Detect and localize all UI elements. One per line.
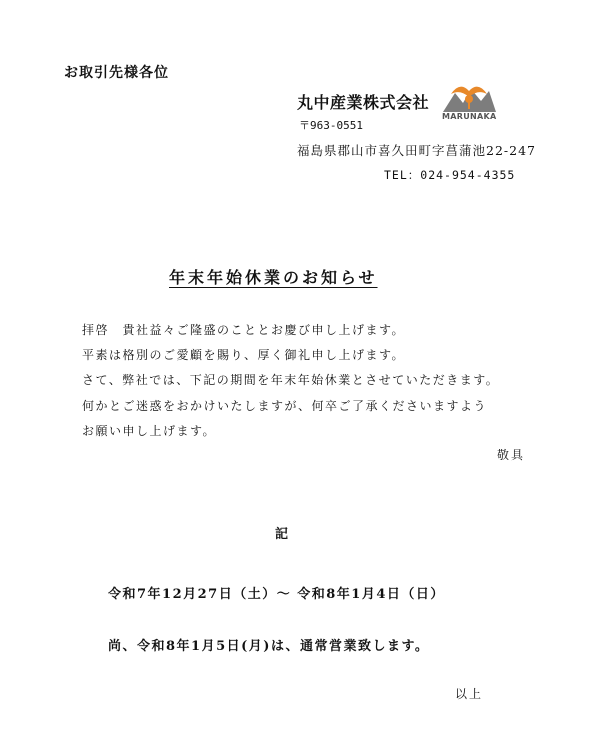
postal-code: 〒963-0551: [299, 119, 363, 132]
closing-keigu: 敬具: [497, 448, 526, 462]
body-line: 平素は格別のご愛顧を賜り、厚く御礼申し上げます。: [82, 348, 406, 362]
holiday-period: 令和7年12月27日（土）～ 令和8年1月4日（日）: [108, 587, 445, 602]
body-line: お願い申し上げます。: [82, 424, 217, 438]
phone-number: TEL：024-954-4355: [384, 168, 516, 182]
company-name: 丸中産業株式会社: [297, 93, 430, 112]
body-line: さて、弊社では、下記の期間を年末年始休業とさせていただきます。: [82, 373, 500, 387]
recipient-line: お取引先様各位: [64, 65, 169, 81]
address: 福島県郡山市喜久田町字菖蒲池22-247: [297, 143, 536, 158]
body-line: 何かとご迷惑をおかけいたしますが、何卒ご了承くださいますよう: [82, 399, 488, 413]
logo-mark-icon: [441, 79, 497, 113]
ki-heading: 記: [275, 527, 289, 542]
company-logo: [441, 79, 497, 123]
logo-text: MARUNAKA: [442, 112, 497, 121]
notice-title: 年末年始休業のお知らせ: [169, 268, 378, 287]
body-line: 拝啓 貴社益々ご隆盛のこととお慶び申し上げます。: [82, 323, 406, 337]
closing-ijo: 以上: [455, 687, 484, 701]
resume-notice: 尚、令和8年1月5日(月)は、通常営業致します。: [108, 639, 430, 654]
